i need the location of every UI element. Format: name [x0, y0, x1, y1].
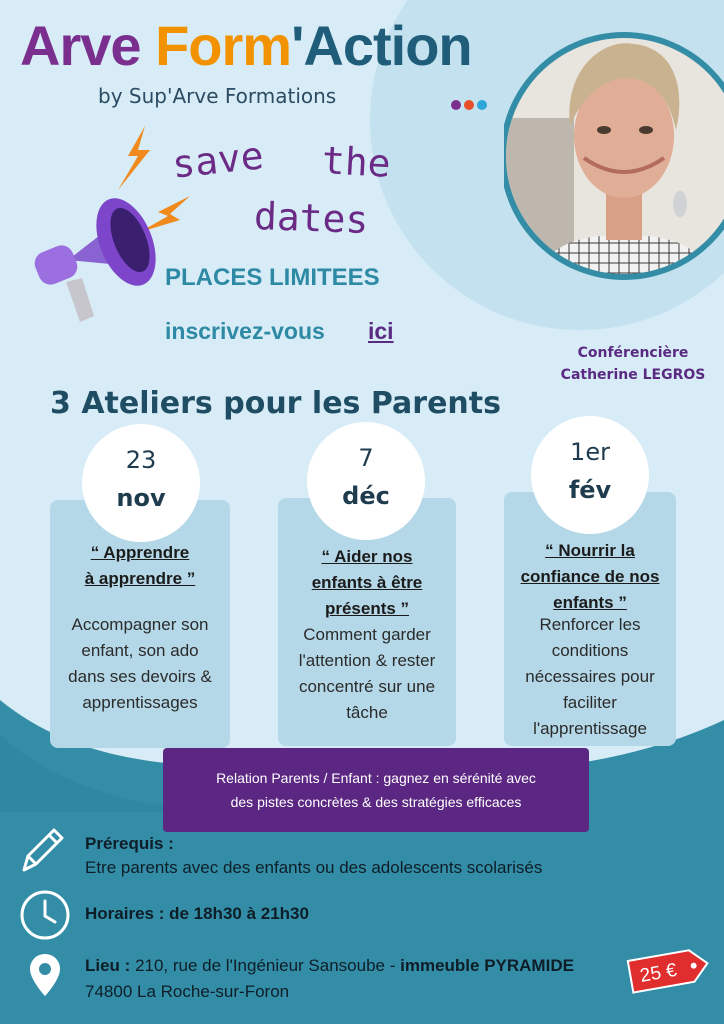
price-value: 25 € — [638, 959, 679, 987]
inscription-link[interactable]: ici — [368, 318, 394, 344]
title-line: “ Apprendre — [90, 543, 190, 562]
location-city: 74800 La Roche-sur-Foron — [85, 982, 290, 1001]
date-day: 23 — [125, 446, 157, 474]
clock-icon — [18, 888, 72, 942]
dot-purple — [451, 100, 461, 110]
title-line: présents ” — [324, 599, 410, 618]
inscription-text: inscrivez-vous — [165, 318, 325, 344]
places-limitees: PLACES LIMITEES — [165, 264, 380, 291]
workshop-title — [278, 544, 456, 622]
speaker-role: Conférencière — [577, 345, 689, 361]
date-month: fév — [568, 476, 612, 504]
desc-line: l'attention & rester — [298, 651, 436, 670]
date-day: 7 — [358, 444, 374, 472]
location-building: immeuble PYRAMIDE — [400, 956, 574, 975]
dates-word: dates — [253, 194, 370, 242]
desc-line: l'apprentissage — [533, 719, 647, 738]
date-badge — [531, 416, 649, 534]
desc-line: faciliter — [563, 693, 617, 712]
megaphone-icon — [31, 190, 167, 322]
speaker-caption — [548, 342, 718, 386]
desc-line: enfant, son ado — [81, 641, 199, 660]
dot-orange — [464, 100, 474, 110]
desc-line: dans ses devoirs & — [68, 667, 212, 686]
date-month: déc — [342, 482, 390, 510]
hours-text: Horaires : de 18h30 à 21h30 — [85, 904, 309, 923]
pencil-icon — [16, 826, 66, 878]
title-line: à apprendre ” — [84, 569, 196, 588]
desc-line: concentré sur une — [298, 677, 436, 696]
the-word: the — [320, 138, 392, 186]
prereq-text: Etre parents avec des enfants ou des adolescents scolarisés — [85, 858, 543, 877]
date-badge — [82, 424, 200, 542]
hours — [85, 904, 309, 924]
logo-part-arve: Arve — [20, 14, 156, 77]
desc-line: Comment garder — [303, 625, 431, 644]
brand-dots — [451, 95, 490, 114]
workshop-title — [50, 540, 230, 592]
location-pin-icon — [28, 952, 62, 998]
logo-part-action: 'Action — [291, 14, 472, 77]
desc-line: conditions — [551, 641, 629, 660]
workshop-description — [278, 622, 456, 726]
title-line: “ Aider nos — [321, 547, 413, 566]
byline: by Sup'Arve Formations — [98, 84, 337, 108]
prereq-label — [85, 834, 174, 854]
location-line — [85, 956, 574, 976]
date-day: 1er — [570, 438, 610, 466]
title-line: confiance de nos — [520, 567, 660, 586]
location-label: Lieu : — [85, 956, 131, 975]
title-line: enfants ” — [553, 593, 627, 612]
workshop-title — [504, 538, 676, 616]
save-word: save — [169, 133, 266, 187]
prereq-label-text: Prérequis : — [85, 834, 174, 853]
date-month: nov — [116, 484, 166, 512]
workshop-description — [504, 612, 676, 742]
location-address: 210, rue de l'Ingénieur Sansoube - — [130, 956, 401, 975]
title-line: enfants à être — [311, 573, 423, 592]
title-line: “ Nourrir la — [545, 541, 635, 560]
lightning-icon — [118, 126, 150, 190]
desc-line: nécessaires pour — [525, 667, 655, 686]
info-banner — [163, 748, 589, 832]
desc-line: tâche — [346, 703, 388, 722]
speaker-name: Catherine LEGROS — [560, 367, 706, 383]
date-badge — [307, 422, 425, 540]
banner-line: Relation Parents / Enfant : gagnez en sérénité avec — [216, 770, 536, 786]
dot-blue — [477, 100, 487, 110]
desc-line: apprentissages — [82, 693, 198, 712]
brand-logo — [20, 14, 472, 78]
logo-part-form: Form — [155, 14, 292, 77]
desc-line: Accompagner son — [71, 615, 209, 634]
speaker-photo — [504, 8, 724, 308]
page-heading: 3 Ateliers pour les Parents — [50, 386, 501, 421]
desc-line: Renforcer les — [539, 615, 641, 634]
banner-line: des pistes concrètes & des stratégies efficaces — [230, 794, 522, 810]
workshop-description — [50, 612, 230, 716]
